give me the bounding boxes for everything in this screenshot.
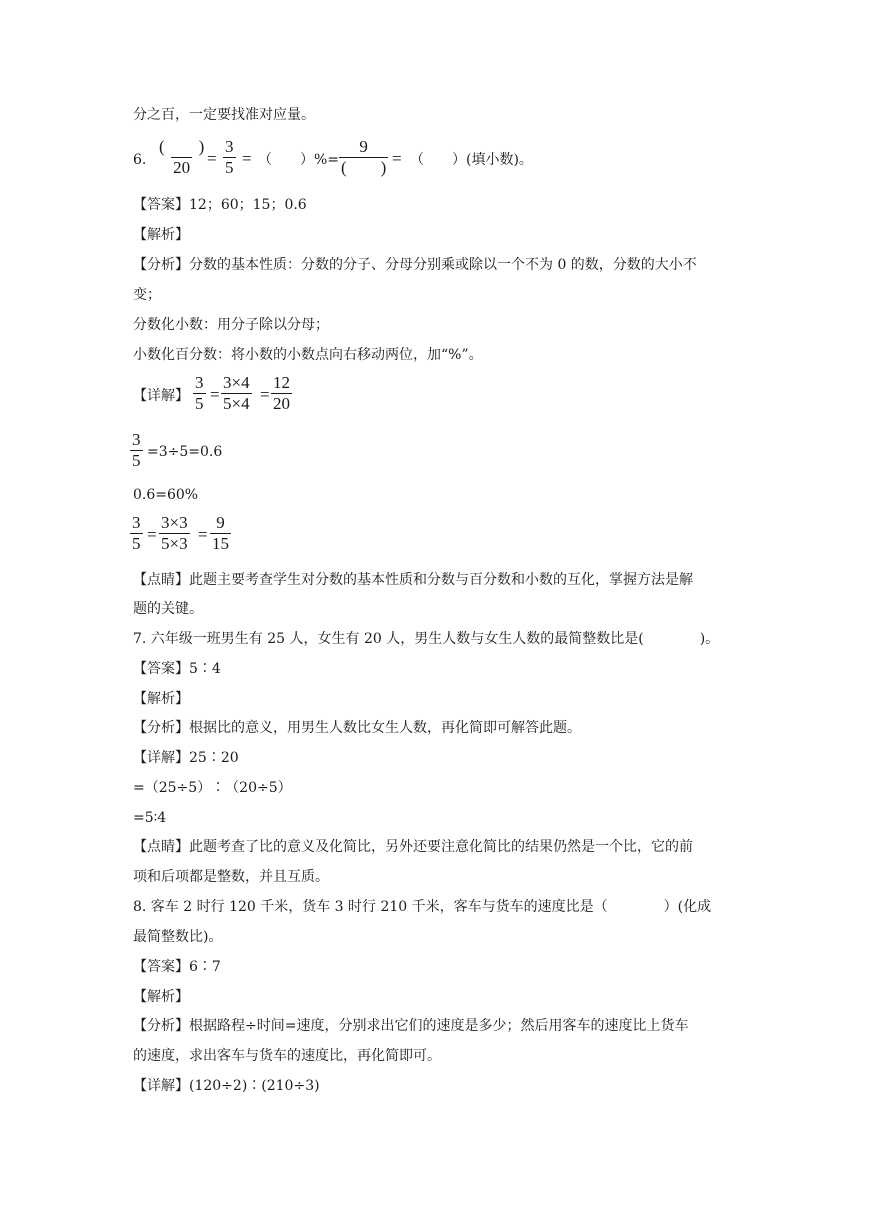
detail-line: 【详解】(120÷2)∶(210÷3) bbox=[133, 1078, 320, 1094]
fraction-numerator: 9 bbox=[216, 513, 225, 532]
fraction-denominator: 20 bbox=[173, 158, 191, 177]
text-line: 分之百，一定要找准对应量。 bbox=[133, 107, 315, 123]
comment-line: 【点睛】此题考查了比的意义及化简比，另外还要注意化简比的结果仍然是一个比，它的前 bbox=[133, 839, 693, 855]
comment-line: 项和后项都是整数，并且互质。 bbox=[133, 869, 329, 885]
fraction-numerator: 3 bbox=[195, 373, 204, 392]
detail-line: =（25÷5）∶（20÷5） bbox=[133, 780, 292, 796]
equals-sign: = bbox=[147, 525, 157, 544]
fraction-numerator: ( ) bbox=[159, 137, 205, 156]
question-text: 8. 客车 2 时行 120 千米，货车 3 时行 210 千米，客车与货车的速度比是（ ）(化成 bbox=[133, 899, 712, 915]
fraction-denominator: ( ) bbox=[341, 158, 387, 177]
equals-sign: = bbox=[242, 149, 252, 168]
fraction bbox=[130, 513, 143, 554]
fraction-numerator: 9 bbox=[359, 137, 368, 156]
fraction bbox=[210, 513, 231, 554]
fraction-3-over-5 bbox=[223, 137, 236, 178]
answer-line: 【答案】5∶4 bbox=[133, 661, 221, 677]
fraction-numerator: 3 bbox=[225, 137, 234, 156]
question-text: 最简整数比)。 bbox=[133, 929, 223, 945]
detail-line: =3÷5=0.6 bbox=[147, 444, 223, 460]
fraction-numerator: 3×4 bbox=[223, 373, 250, 392]
fraction-denominator: 5×4 bbox=[223, 394, 250, 413]
decimal-blank: （ ）(填小数)。 bbox=[410, 152, 533, 168]
fraction bbox=[193, 373, 206, 414]
fraction-denominator: 5×3 bbox=[161, 534, 188, 553]
analysis-line: 的速度，求出客车与货车的速度比，再化简即可。 bbox=[133, 1048, 441, 1064]
fraction-numerator: 3 bbox=[132, 430, 141, 449]
comment-line: 【点睛】此题主要考查学生对分数的基本性质和分数与百分数和小数的互化，掌握方法是解 bbox=[133, 572, 693, 588]
question-text: 7. 六年级一班男生有 25 人，女生有 20 人，男生人数与女生人数的最简整数比是( )。 bbox=[133, 631, 720, 647]
analysis-line: 分数化小数：用分子除以分母； bbox=[133, 317, 329, 333]
fraction-numerator: 12 bbox=[273, 373, 290, 392]
detail-line: =5∶4 bbox=[133, 810, 167, 826]
equals-sign: = bbox=[207, 149, 217, 168]
fraction-denominator: 5 bbox=[132, 451, 141, 470]
fraction-blank-over-20 bbox=[157, 137, 206, 178]
fraction bbox=[271, 373, 292, 414]
fraction bbox=[159, 513, 190, 554]
equals-sign: = bbox=[210, 385, 220, 404]
fraction-denominator: 5 bbox=[225, 158, 234, 177]
analysis-line: 【分析】根据路程÷时间=速度，分别求出它们的速度是多少；然后用客车的速度比上货车 bbox=[133, 1018, 689, 1034]
fraction-9-over-blank bbox=[339, 137, 388, 178]
equals-sign: = bbox=[198, 525, 208, 544]
analysis-heading: 【解析】 bbox=[133, 989, 189, 1005]
fraction bbox=[130, 430, 143, 471]
analysis-heading: 【解析】 bbox=[133, 691, 189, 707]
percent-blank: （ ）%= bbox=[258, 152, 340, 168]
question-number: 6. bbox=[133, 152, 147, 168]
fraction-numerator: 3 bbox=[132, 513, 141, 532]
fraction-denominator: 20 bbox=[273, 394, 290, 413]
analysis-line: 【分析】分数的基本性质：分数的分子、分母分别乘或除以一个不为 0 的数，分数的大小不 bbox=[133, 257, 697, 273]
fraction-denominator: 5 bbox=[132, 534, 141, 553]
fraction-denominator: 5 bbox=[195, 394, 204, 413]
analysis-line: 变； bbox=[133, 287, 161, 303]
fraction bbox=[221, 373, 252, 414]
analysis-line: 小数化百分数：将小数的小数点向右移动两位，加“%”。 bbox=[133, 347, 483, 363]
answer-line: 【答案】6∶7 bbox=[133, 959, 221, 975]
fraction-numerator: 3×3 bbox=[161, 513, 188, 532]
fraction-denominator: 15 bbox=[212, 534, 229, 553]
equals-sign: = bbox=[260, 385, 270, 404]
comment-line: 题的关键。 bbox=[133, 601, 203, 617]
analysis-line: 【分析】根据比的意义，用男生人数比女生人数，再化简即可解答此题。 bbox=[133, 720, 581, 736]
equals-sign: = bbox=[392, 149, 402, 168]
detail-line: 0.6=60% bbox=[133, 487, 199, 503]
detail-line: 【详解】25∶20 bbox=[133, 750, 239, 766]
detail-heading: 【详解】 bbox=[133, 388, 189, 404]
analysis-heading: 【解析】 bbox=[133, 227, 189, 243]
answer-line: 【答案】12；60；15；0.6 bbox=[133, 197, 307, 213]
